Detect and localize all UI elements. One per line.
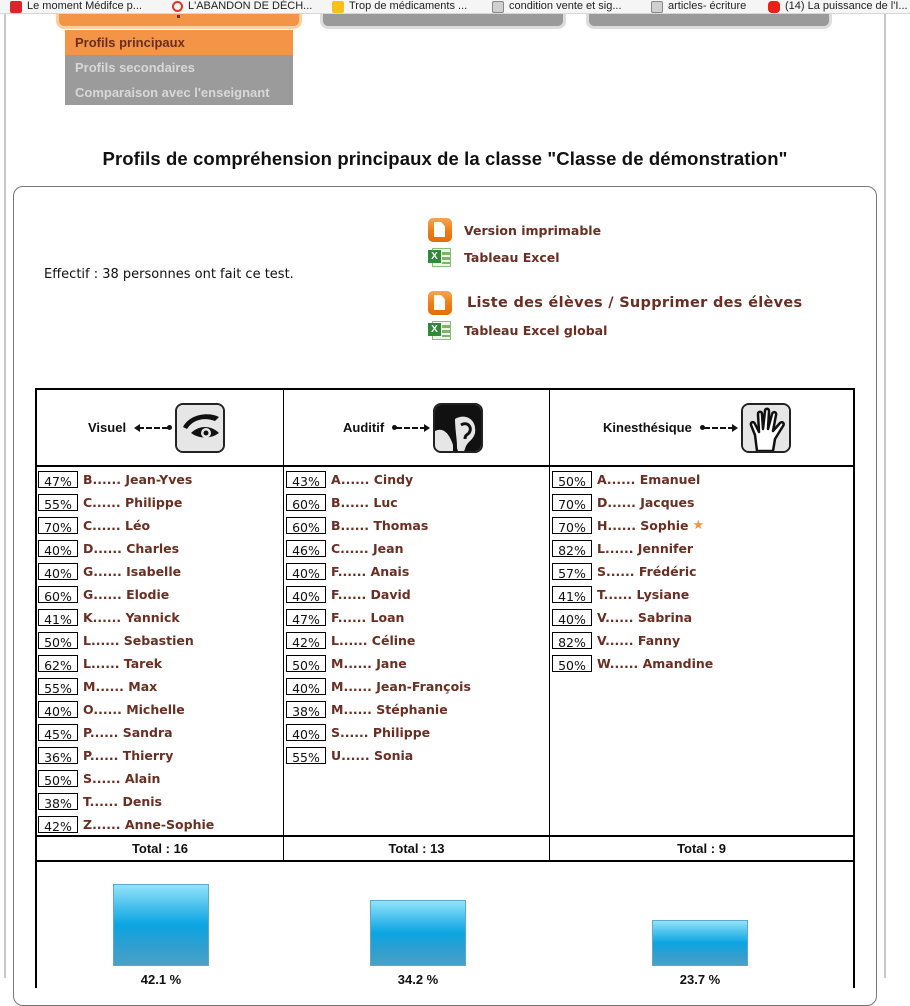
student-row (286, 629, 471, 652)
bookmark-1[interactable] (172, 0, 312, 13)
student-percentage: 46% (286, 540, 326, 557)
bookmark-label: articles- écriture (668, 0, 747, 12)
student-name-link[interactable]: P...... Sandra (83, 725, 173, 740)
student-name-link[interactable]: V...... Sabrina (597, 610, 693, 625)
student-name-link[interactable]: F...... Loan (331, 610, 405, 625)
student-percentage: 40% (38, 701, 78, 718)
student-row (552, 629, 713, 652)
student-name-link[interactable]: O...... Michelle (83, 702, 185, 717)
student-name-link[interactable]: S...... Philippe (331, 725, 431, 740)
student-row (38, 514, 214, 537)
student-name-link[interactable]: P...... Thierry (83, 748, 174, 763)
youtube-icon (768, 1, 780, 13)
header-label: Auditif (343, 420, 385, 435)
student-name-link[interactable]: K...... Yannick (83, 610, 180, 625)
excel-icon: X (428, 319, 452, 341)
bookmarks-bar (0, 0, 910, 14)
student-name-link[interactable]: B...... Jean-Yves (83, 472, 193, 487)
arrow-left-icon (134, 423, 172, 433)
student-percentage: 47% (286, 609, 326, 626)
student-row (38, 790, 214, 813)
bar-value-label: 23.7 % (679, 972, 721, 987)
student-name-link[interactable]: G...... Isabelle (83, 564, 182, 579)
student-row (38, 491, 214, 514)
student-percentage: 50% (552, 471, 592, 488)
student-percentage: 40% (286, 678, 326, 695)
student-percentage: 38% (286, 701, 326, 718)
student-row (552, 606, 713, 629)
student-row (286, 675, 471, 698)
star-icon: ★ (692, 518, 705, 533)
excel-icon: X (428, 246, 452, 268)
student-percentage: 42% (38, 816, 78, 833)
student-name-link[interactable]: A...... Emanuel (597, 472, 701, 487)
bookmark-label: Le moment Médifce p... (27, 0, 142, 12)
printable-version-label[interactable]: Version imprimable (464, 222, 602, 238)
row-divider (37, 465, 853, 467)
student-percentage: 40% (38, 563, 78, 580)
student-name-link[interactable]: F...... David (331, 587, 411, 602)
header-auditif (343, 390, 483, 465)
student-name-link[interactable]: T...... Denis (83, 794, 162, 809)
student-percentage: 60% (286, 494, 326, 511)
students-list-link[interactable] (428, 291, 802, 315)
student-row (38, 468, 214, 491)
student-percentage: 60% (38, 586, 78, 603)
student-name-link[interactable]: B...... Luc (331, 495, 398, 510)
eye-icon (175, 403, 225, 453)
total-auditif: Total : 13 (388, 841, 445, 856)
student-name-link[interactable]: Z...... Anne-Sophie (83, 817, 215, 832)
kinesthesique-student-list (552, 468, 713, 675)
bar-value-label: 34.2 % (397, 972, 439, 987)
student-percentage: 45% (38, 724, 78, 741)
bookmark-label: L'ABANDON DE DÉCH... (188, 0, 313, 12)
folder-icon (492, 1, 504, 13)
student-percentage: 55% (286, 747, 326, 764)
student-row (286, 491, 471, 514)
student-percentage: 62% (38, 655, 78, 672)
submenu-comparaison-enseignant[interactable]: Comparaison avec l'enseignant (65, 80, 293, 105)
red-s-icon (10, 1, 22, 13)
student-percentage: 40% (286, 563, 326, 580)
student-percentage: 70% (552, 517, 592, 534)
distribution-bar (652, 920, 748, 966)
student-row (552, 514, 713, 537)
students-list-label[interactable]: Liste des élèves / Supprimer des élèves (467, 295, 803, 311)
bookmark-label: (14) La puissance de l'I... (785, 0, 908, 12)
student-row (552, 583, 713, 606)
student-row (38, 606, 214, 629)
student-row (286, 721, 471, 744)
student-percentage: 57% (552, 563, 592, 580)
student-name-link[interactable]: G...... Elodie (83, 587, 170, 602)
excel-link[interactable] (428, 246, 560, 268)
header-visuel (88, 390, 225, 465)
submenu-profils-principaux[interactable]: Profils principaux (65, 30, 293, 55)
arrow-right-icon (392, 423, 430, 433)
student-name-link[interactable]: L...... Jennifer (597, 541, 694, 556)
student-percentage: 38% (38, 793, 78, 810)
swirl-icon (172, 1, 183, 12)
student-percentage: 41% (38, 609, 78, 626)
column-divider (549, 390, 550, 861)
student-name-link[interactable]: F...... Anais (331, 564, 410, 579)
student-percentage: 50% (38, 632, 78, 649)
student-row (38, 813, 214, 836)
hand-icon (741, 403, 791, 453)
bookmark-4[interactable] (651, 0, 746, 13)
student-name-link[interactable]: L...... Tarek (83, 656, 163, 671)
student-percentage: 43% (286, 471, 326, 488)
student-name-link[interactable]: C...... Jean (331, 541, 404, 556)
student-percentage: 50% (38, 770, 78, 787)
student-percentage: 82% (552, 632, 592, 649)
student-percentage: 40% (552, 609, 592, 626)
bookmark-label: condition vente et sig... (509, 0, 622, 12)
effectif-text: Effectif : 38 personnes ont fait ce test. (44, 267, 294, 282)
distribution-bar (113, 884, 209, 966)
excel-global-link[interactable] (428, 319, 607, 341)
student-percentage: 70% (38, 517, 78, 534)
student-name-link[interactable]: M...... Jane (331, 656, 407, 671)
student-name-link[interactable]: S...... Alain (83, 771, 161, 786)
student-row (552, 491, 713, 514)
student-name-link[interactable]: D...... Jacques (597, 495, 695, 510)
student-row (38, 767, 214, 790)
student-name-link[interactable]: V...... Fanny (597, 633, 681, 648)
bar-value-label: 42.1 % (140, 972, 182, 987)
distribution-bar (370, 900, 466, 966)
student-row (38, 583, 214, 606)
student-name-link[interactable]: M...... Stéphanie (331, 702, 448, 717)
visuel-student-list (38, 468, 214, 836)
student-name-link[interactable]: B...... Thomas (331, 518, 429, 533)
student-row (286, 537, 471, 560)
auditif-student-list (286, 468, 471, 767)
student-row (552, 560, 713, 583)
excel-label[interactable]: Tableau Excel (464, 249, 560, 265)
student-name-link[interactable]: W...... Amandine (597, 656, 714, 671)
student-name-link[interactable]: U...... Sonia (331, 748, 414, 763)
student-row (286, 583, 471, 606)
student-row (38, 675, 214, 698)
student-row (38, 744, 214, 767)
submenu (65, 30, 293, 105)
student-row (38, 629, 214, 652)
student-row (286, 698, 471, 721)
student-name-link[interactable]: D...... Charles (83, 541, 180, 556)
student-name-link[interactable]: L...... Céline (331, 633, 416, 648)
student-percentage: 55% (38, 678, 78, 695)
student-row (38, 652, 214, 675)
student-row (286, 468, 471, 491)
student-row (552, 537, 713, 560)
bookmark-3[interactable] (492, 0, 622, 13)
header-label: Kinesthésique (603, 420, 692, 435)
header-kinesthesique (603, 390, 791, 465)
bookmark-5[interactable] (768, 0, 908, 13)
student-percentage: 70% (552, 494, 592, 511)
nav-tab-profils[interactable] (56, 14, 302, 29)
bookmark-2[interactable] (332, 0, 467, 13)
ear-icon (433, 403, 483, 453)
student-percentage: 42% (286, 632, 326, 649)
bookmark-0[interactable] (10, 0, 142, 13)
document-icon (428, 291, 452, 315)
student-row (552, 468, 713, 491)
total-visuel: Total : 16 (131, 841, 189, 856)
student-name-link[interactable]: M...... Max (83, 679, 158, 694)
student-name-link[interactable]: M...... Jean-François (331, 679, 471, 694)
student-percentage: 40% (38, 540, 78, 557)
student-row (286, 514, 471, 537)
folder-icon (651, 1, 663, 13)
student-name-link[interactable]: A...... Cindy (331, 472, 414, 487)
document-icon (428, 218, 452, 242)
student-percentage: 40% (286, 724, 326, 741)
excel-global-label[interactable]: Tableau Excel global (464, 322, 608, 338)
page-title: Profils de compréhension principaux de la classe "Classe de démonstration" (102, 148, 788, 169)
nav-tab-3[interactable] (586, 14, 832, 29)
header-label: Visuel (88, 420, 127, 435)
student-percentage: 60% (286, 517, 326, 534)
student-percentage: 47% (38, 471, 78, 488)
student-percentage: 50% (552, 655, 592, 672)
student-row (38, 698, 214, 721)
student-percentage: 55% (38, 494, 78, 511)
student-row (38, 721, 214, 744)
student-row (286, 652, 471, 675)
student-row (286, 560, 471, 583)
student-percentage: 82% (552, 540, 592, 557)
bookmark-label: Trop de médicaments ... (349, 0, 468, 12)
student-name-link[interactable]: C...... Léo (83, 518, 151, 533)
total-kinesthesique: Total : 9 (677, 841, 726, 856)
student-percentage: 50% (286, 655, 326, 672)
student-row (286, 744, 471, 767)
student-name-link[interactable]: T...... Lysiane (597, 587, 690, 602)
student-row (286, 606, 471, 629)
student-name-link[interactable]: L...... Sebastien (83, 633, 194, 648)
student-percentage: 40% (286, 586, 326, 603)
profiles-table (35, 388, 855, 988)
student-percentage: 36% (38, 747, 78, 764)
student-name-link[interactable]: C...... Philippe (83, 495, 183, 510)
submenu-profils-secondaires[interactable]: Profils secondaires (65, 55, 293, 80)
nav-tab-2[interactable] (320, 14, 566, 29)
student-name-link[interactable]: S...... Frédéric (597, 564, 697, 579)
yellow-s-icon (332, 1, 344, 13)
printable-version-link[interactable] (428, 218, 601, 242)
student-row (552, 652, 713, 675)
student-row (38, 537, 214, 560)
student-row (38, 560, 214, 583)
arrow-right-icon (700, 423, 738, 433)
student-name-link[interactable]: H...... Sophie (597, 518, 689, 533)
column-divider (283, 390, 284, 861)
student-percentage: 41% (552, 586, 592, 603)
